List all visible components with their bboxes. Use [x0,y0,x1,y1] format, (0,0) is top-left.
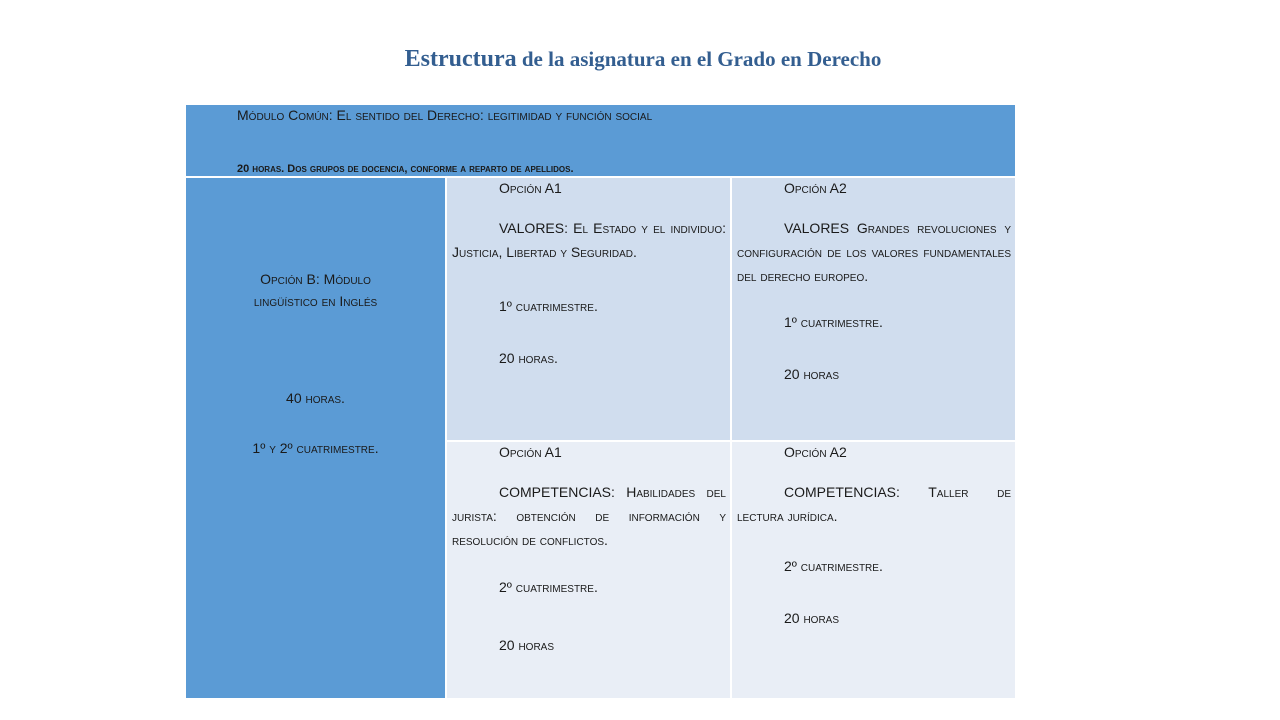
course-term: 1º cuatrimestre. [784,314,883,330]
course-description: VALORES Grandes revoluciones y configuración de los valores fundamentales del derecho europeo. [737,220,1011,284]
course-term: 1º cuatrimestre. [499,298,598,314]
competencies-option-a1-cell [447,442,732,698]
option-b-cell [186,178,447,698]
common-module-details: 20 horas. Dos grupos de docencia, conforme a reparto de apellidos. [237,163,574,175]
course-description: COMPETENCIAS: Habilidades del jurista: obtención de información y resolución de conflictos. [452,484,726,548]
option-label: Opción A1 [499,444,562,460]
option-b-name [186,268,445,312]
option-b-name-line-1: Opción B: Módulo [260,271,371,287]
course-hours: 20 horas [784,366,840,382]
course-term: 2º cuatrimestre. [499,579,598,595]
course-hours: 20 horas [784,610,840,626]
option-label: Opción A2 [784,180,847,196]
title-part-1: Estructura [404,46,517,72]
common-module-header [186,105,1015,178]
values-option-a1-cell [447,178,732,442]
course-structure-table [186,105,1015,698]
option-b-name-line-2: lingüístico en Inglés [253,293,378,309]
course-description: COMPETENCIAS: Taller de lectura jurídica. [737,484,1011,524]
title-part-2: de la asignatura en el Grado en Derecho [516,47,882,71]
course-term: 2º cuatrimestre. [784,558,883,574]
option-label: Opción A1 [499,180,562,196]
values-option-a2-cell [732,178,1015,442]
course-hours: 20 horas [499,637,555,653]
option-b-hours: 40 horas. [286,390,345,406]
option-label: Opción A2 [784,444,847,460]
common-module-title: Módulo Común: El sentido del Derecho: legitimidad y función social [237,107,653,123]
course-hours: 20 horas. [499,350,558,366]
slide-title [0,46,1280,73]
option-b-term: 1º y 2º cuatrimestre. [252,440,379,456]
competencies-option-a2-cell [732,442,1015,698]
course-description: VALORES: El Estado y el individuo: Justicia, Libertad y Seguridad. [452,220,726,260]
